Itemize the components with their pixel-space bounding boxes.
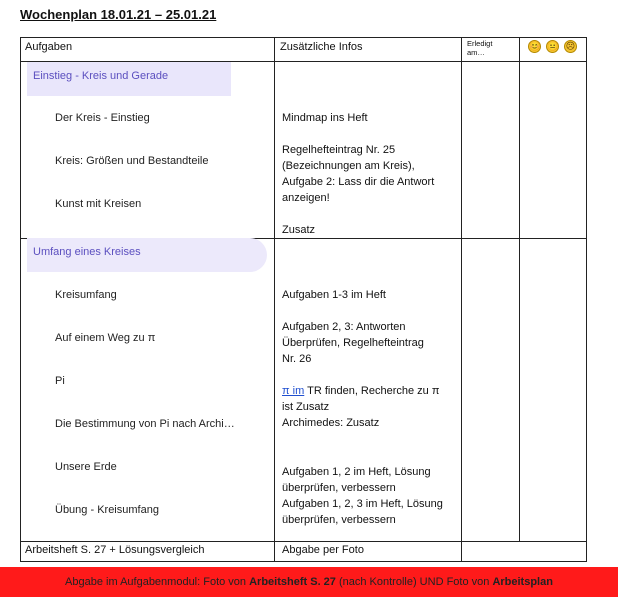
- banner-text: Abgabe im Aufgabenmodul: Foto von: [65, 576, 250, 588]
- info-text: [282, 383, 439, 399]
- task-item[interactable]: Die Bestimmung von Pi nach Archi…: [55, 418, 235, 430]
- pi-link[interactable]: π im: [282, 385, 305, 397]
- info-text: anzeigen!: [282, 192, 330, 204]
- info-text: ist Zusatz: [282, 401, 330, 413]
- task-item[interactable]: Übung - Kreisumfang: [55, 504, 159, 516]
- grid-line: [20, 37, 587, 38]
- info-text: Regelhefteintrag Nr. 25: [282, 144, 396, 156]
- task-item[interactable]: Der Kreis - Einstieg: [55, 112, 150, 124]
- info-text: Archimedes: Zusatz: [282, 417, 380, 429]
- banner-text: (nach Kontrolle) UND Foto von: [335, 576, 493, 588]
- info-text: Aufgaben 1, 2 im Heft, Lösung: [282, 466, 431, 478]
- task-item[interactable]: Kreis: Größen und Bestandteile: [55, 155, 209, 167]
- info-text: überprüfen, verbessern: [282, 482, 396, 494]
- task-item[interactable]: Auf einem Weg zu π: [55, 332, 156, 344]
- header-infos: Zusätzliche Infos: [280, 41, 363, 53]
- banner-bold-arbeitsheft: Arbeitsheft S. 27: [249, 576, 336, 588]
- page-title: Wochenplan 18.01.21 – 25.01.21: [20, 7, 217, 22]
- info-text: überprüfen, verbessern: [282, 514, 396, 526]
- info-text: Mindmap ins Heft: [282, 112, 368, 124]
- grid-line: [274, 37, 275, 562]
- task-item[interactable]: Pi: [55, 375, 65, 387]
- submission-banner: [0, 567, 618, 597]
- grid-line: [20, 541, 587, 542]
- grid-line: [20, 561, 587, 562]
- footer-info: Abgabe per Foto: [282, 544, 364, 556]
- info-text: Aufgaben 1-3 im Heft: [282, 289, 386, 301]
- header-erledigt: Erledigt am…: [467, 39, 493, 57]
- task-item[interactable]: Unsere Erde: [55, 461, 117, 473]
- happy-smiley-icon: 😊: [529, 41, 541, 51]
- neutral-smiley-icon: 😐: [547, 41, 559, 51]
- section-title: Umfang eines Kreises: [27, 238, 267, 272]
- info-text: Aufgaben 2, 3: Antworten: [282, 321, 406, 333]
- info-text: Nr. 26: [282, 353, 312, 365]
- banner-bold-arbeitsplan: Arbeitsplan: [492, 576, 553, 588]
- grid-line: [519, 37, 520, 542]
- info-text: Überprüfen, Regelhefteintrag: [282, 337, 424, 349]
- info-text: (Bezeichnungen am Kreis),: [282, 160, 415, 172]
- grid-line: [461, 37, 462, 562]
- section-title: Einstieg - Kreis und Gerade: [27, 62, 231, 96]
- sad-smiley-icon: ☹: [565, 41, 576, 51]
- info-text: Zusatz: [282, 224, 316, 236]
- task-item[interactable]: Kreisumfang: [55, 289, 117, 301]
- info-text: Aufgaben 1, 2, 3 im Heft, Lösung: [282, 498, 443, 510]
- grid-line: [586, 37, 587, 562]
- task-item[interactable]: Kunst mit Kreisen: [55, 198, 142, 210]
- info-text-rest: TR finden, Recherche zu π: [304, 385, 440, 397]
- info-text: Aufgabe 2: Lass dir die Antwort: [282, 176, 435, 188]
- header-aufgaben: Aufgaben: [25, 41, 73, 53]
- grid-line: [20, 37, 21, 562]
- footer-aufgabe: Arbeitsheft S. 27 + Lösungsvergleich: [25, 544, 205, 556]
